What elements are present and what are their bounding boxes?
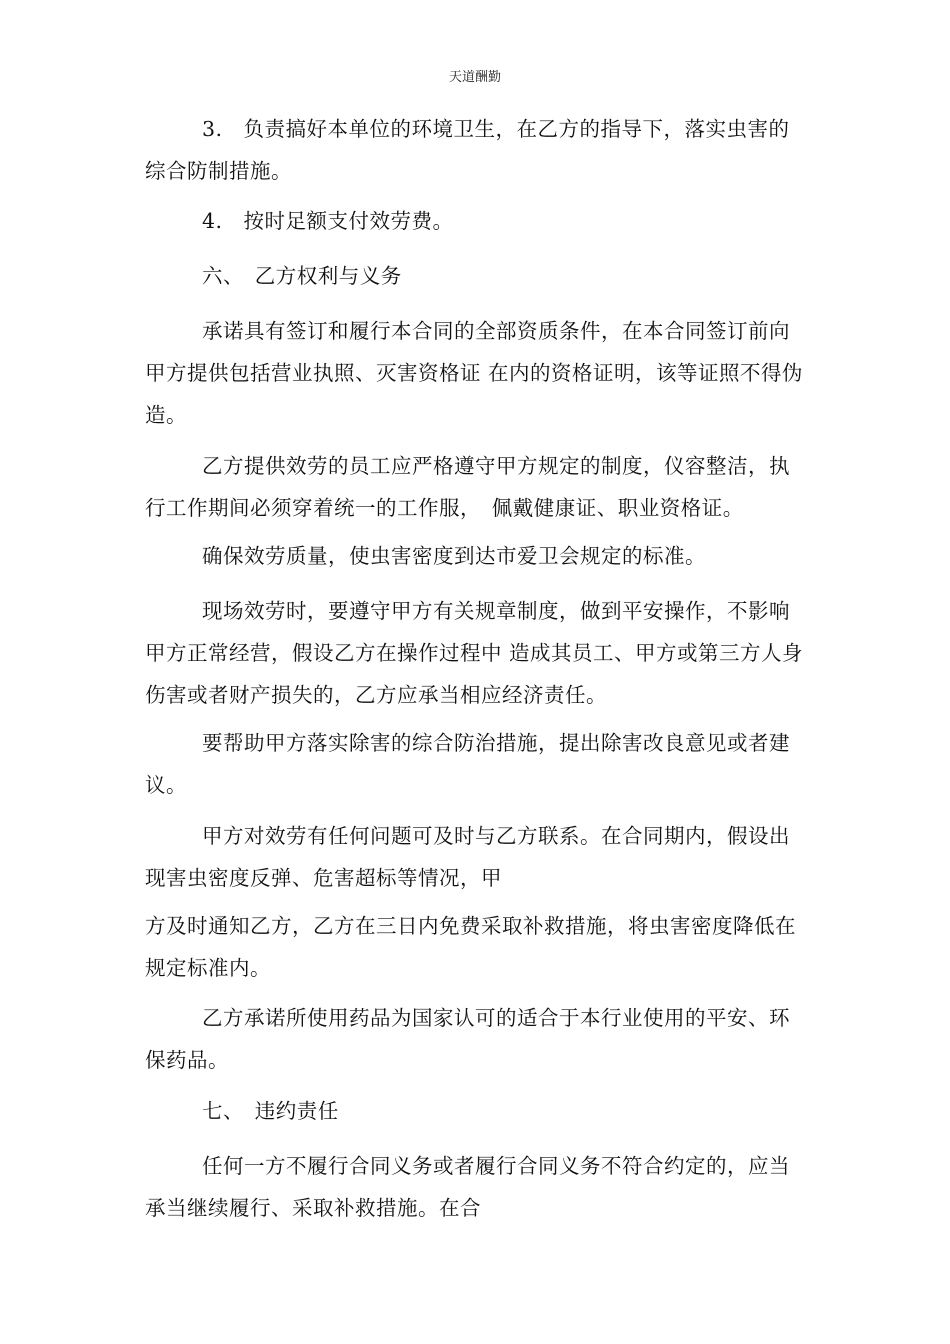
- paragraph-quality: 确保效劳质量，使虫害密度到达市爱卫会规定的标准。: [202, 544, 706, 568]
- paragraph-item-3: 3. 负责搞好本单位的环境卫生，在乙方的指导下，落实虫害的综合防制措施。: [145, 117, 790, 183]
- paragraph-staff-rules: 乙方提供效劳的员工应严格遵守甲方规定的制度，仪容整洁，执行工作期间必须穿着统一的工作服， 佩戴健康证、职业资格证。: [145, 454, 790, 520]
- paragraph-contact: 甲方对效劳有任何问题可及时与乙方联系。在合同期内，假设出现害虫密度反弹、危害超标等情况，甲: [145, 824, 790, 890]
- paragraph-chemicals: 乙方承诺所使用药品为国家认可的适合于本行业使用的平安、环保药品。: [145, 1006, 790, 1072]
- paragraph-pest-measures: 要帮助甲方落实除害的综合防治措施，提出除害改良意见或者建议。: [145, 731, 790, 797]
- paragraph-item-4: 4. 按时足额支付效劳费。: [202, 209, 454, 233]
- paragraph-onsite-service: 现场效劳时，要遵守甲方有关规章制度，做到平安操作，不影响甲方正常经营，假设乙方在操作过程中 造成其员工、甲方或第三方人身伤害或者财产损失的，乙方应承当相应经济责任。: [145, 599, 804, 707]
- page-header: 天道酬勤: [448, 70, 501, 85]
- paragraph-breach: 任何一方不履行合同义务或者履行合同义务不符合约定的，应当承当继续履行、采取补救措施。在合: [145, 1154, 790, 1220]
- paragraph-notify: 方及时通知乙方，乙方在三日内免费采取补救措施，将虫害密度降低在规定标准内。: [145, 914, 796, 980]
- section-heading-7: 七、 违约责任: [202, 1099, 339, 1123]
- paragraph-qualifications: 承诺具有签订和履行本合同的全部资质条件，在本合同签订前向甲方提供包括营业执照、灭害资格证 在内的资格证明，该等证照不得伪造。: [145, 319, 804, 427]
- section-heading-6: 六、 乙方权利与义务: [202, 264, 402, 288]
